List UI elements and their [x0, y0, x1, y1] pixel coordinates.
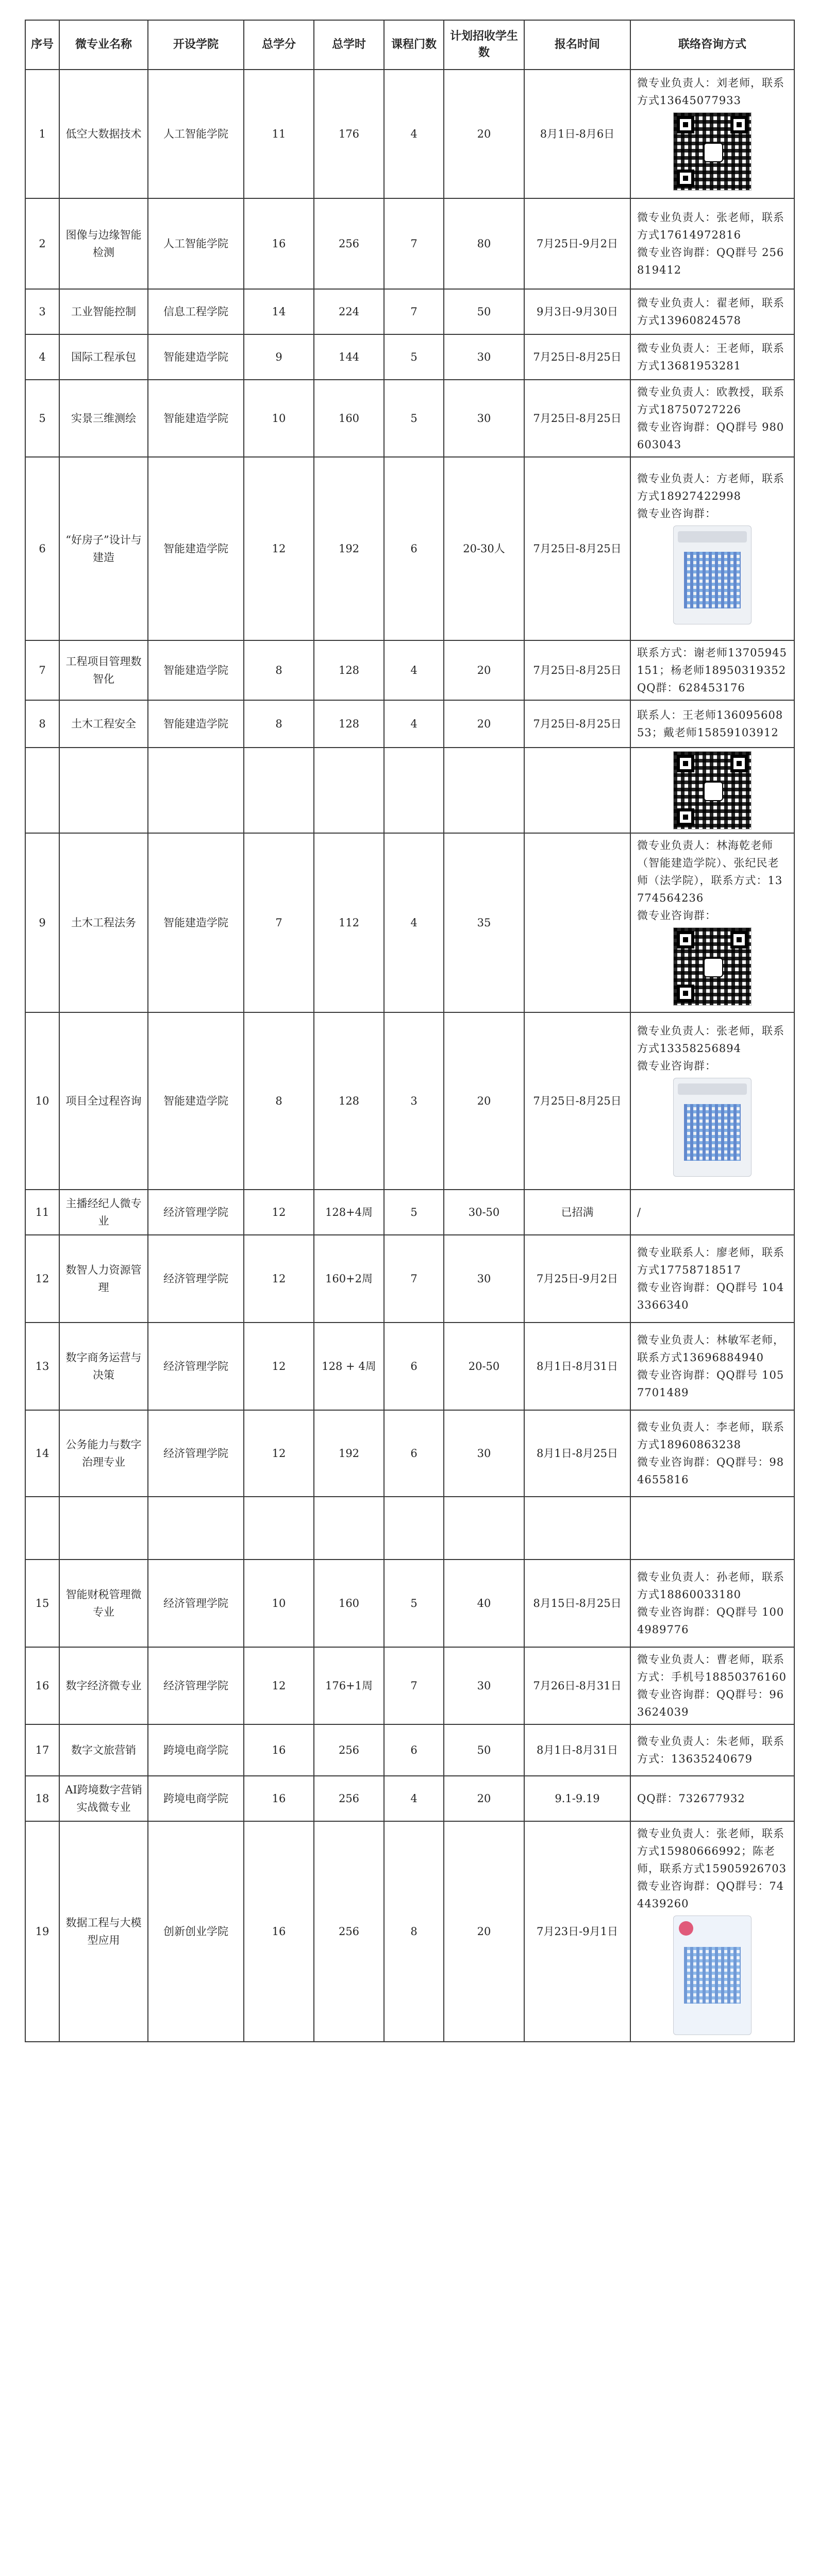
total-hours: 256 [314, 1821, 384, 2042]
table-row [25, 289, 794, 334]
total-credits: 12 [244, 1190, 314, 1235]
micro-major-name: 主播经纪人微专业 [59, 1190, 148, 1235]
college-name: 创新创业学院 [148, 1821, 244, 2042]
course-count: 5 [384, 1190, 444, 1235]
table-row [25, 1012, 794, 1190]
registration-time: 7月25日-8月25日 [524, 1012, 630, 1190]
enrollment-plan: 20 [444, 1012, 524, 1190]
college-name: 智能建造学院 [148, 833, 244, 1012]
header-plan: 计划招收学生数 [444, 20, 524, 70]
total-hours: 176+1周 [314, 1647, 384, 1724]
empty-cell [59, 1497, 148, 1560]
college-name: 人工智能学院 [148, 70, 244, 198]
enrollment-plan: 80 [444, 198, 524, 289]
row-number: 18 [25, 1776, 59, 1821]
contact-info [630, 1012, 794, 1190]
total-hours: 192 [314, 1410, 384, 1497]
contact-line: 微专业负责人：李老师，联系方式18960863238 [637, 1421, 784, 1451]
enrollment-plan: 30 [444, 334, 524, 380]
registration-time: 7月25日-9月2日 [524, 1235, 630, 1323]
college-name: 智能建造学院 [148, 700, 244, 748]
qr-wrap [631, 748, 794, 833]
contact-line: 微专业咨询群：QQ群号 256819412 [637, 246, 784, 276]
college-name: 经济管理学院 [148, 1190, 244, 1235]
row-number: 16 [25, 1647, 59, 1724]
total-credits: 16 [244, 1776, 314, 1821]
registration-time: 7月25日-8月25日 [524, 700, 630, 748]
registration-time: 8月15日-8月25日 [524, 1560, 630, 1647]
registration-time: 9月3日-9月30日 [524, 289, 630, 334]
enrollment-plan: 30 [444, 1235, 524, 1323]
qr-finder-mark [677, 116, 694, 133]
contact-line: 微专业咨询群： [637, 507, 716, 520]
table-row [25, 1410, 794, 1497]
contact-line: 微专业咨询群： [637, 909, 716, 922]
course-count: 4 [384, 70, 444, 198]
header-name: 微专业名称 [59, 20, 148, 70]
enrollment-plan: 20 [444, 1776, 524, 1821]
total-credits: 10 [244, 1560, 314, 1647]
qr-finder-mark [730, 931, 748, 948]
qr-finder-mark [730, 116, 748, 133]
row-number: 14 [25, 1410, 59, 1497]
micro-major-name: 工程项目管理数智化 [59, 640, 148, 700]
contact-line: 微专业负责人：曹老师，联系方式：手机号18850376160 [637, 1653, 787, 1683]
spacer-row [25, 1497, 794, 1560]
qr-wrap [637, 1912, 788, 2038]
college-name: 跨境电商学院 [148, 1724, 244, 1776]
qr-poster-avatar [679, 1921, 693, 1936]
table-row [25, 1647, 794, 1724]
contact-line: 微专业负责人：翟老师，联系方式13960824578 [637, 297, 784, 327]
contact-info [630, 70, 794, 198]
college-name: 经济管理学院 [148, 1560, 244, 1647]
contact-line: 微专业咨询群： [637, 1060, 716, 1072]
college-name: 智能建造学院 [148, 334, 244, 380]
total-credits: 12 [244, 1647, 314, 1724]
empty-cell [148, 1497, 244, 1560]
qr-card-icon [673, 526, 752, 624]
course-count: 7 [384, 1647, 444, 1724]
total-hours: 256 [314, 1724, 384, 1776]
course-count: 7 [384, 1235, 444, 1323]
total-hours: 128 + 4周 [314, 1323, 384, 1410]
empty-cell [384, 748, 444, 833]
micro-major-name: 数字经济微专业 [59, 1647, 148, 1724]
header-courses: 课程门数 [384, 20, 444, 70]
row-number: 7 [25, 640, 59, 700]
contact-line: 微专业负责人：方老师，联系方式18927422998 [637, 472, 784, 502]
empty-cell [148, 748, 244, 833]
qr-card-header [678, 1083, 747, 1095]
course-count: 5 [384, 334, 444, 380]
registration-time: 已招满 [524, 1190, 630, 1235]
row-number: 1 [25, 70, 59, 198]
micro-major-name: 土木工程安全 [59, 700, 148, 748]
contact-info [630, 1724, 794, 1776]
enrollment-plan: 30 [444, 1410, 524, 1497]
spacer-row [25, 748, 794, 833]
college-name: 经济管理学院 [148, 1323, 244, 1410]
contact-line: 微专业负责人：张老师，联系方式13358256894 [637, 1025, 784, 1055]
empty-cell [630, 1497, 794, 1560]
qr-finder-mark [677, 170, 694, 187]
table-row [25, 640, 794, 700]
header-row [25, 20, 794, 70]
registration-time: 7月25日-8月25日 [524, 640, 630, 700]
course-count: 7 [384, 289, 444, 334]
total-hours: 160 [314, 1560, 384, 1647]
table-row [25, 198, 794, 289]
registration-time: 8月1日-8月31日 [524, 1323, 630, 1410]
contact-info [630, 1647, 794, 1724]
qr-wrap [637, 109, 788, 194]
enrollment-plan: 20 [444, 70, 524, 198]
college-name: 智能建造学院 [148, 457, 244, 640]
qr-finder-mark [677, 755, 694, 772]
contact-info [630, 334, 794, 380]
row-number: 15 [25, 1560, 59, 1647]
micro-major-name: 数字文旅营销 [59, 1724, 148, 1776]
total-credits: 12 [244, 1323, 314, 1410]
enrollment-plan: 35 [444, 833, 524, 1012]
empty-cell [630, 748, 794, 833]
empty-cell [384, 1497, 444, 1560]
table-row [25, 1323, 794, 1410]
contact-line: 微专业咨询群：QQ群号：744439260 [637, 1880, 784, 1910]
table-row [25, 1776, 794, 1821]
qr-poster-icon [673, 1916, 752, 2035]
contact-line: 微专业负责人：朱老师，联系方式：13635240679 [637, 1735, 784, 1765]
enrollment-plan: 40 [444, 1560, 524, 1647]
contact-line: 微专业负责人：刘老师，联系方式13645077933 [637, 77, 784, 107]
header-college: 开设学院 [148, 20, 244, 70]
micro-major-name: 数智人力资源管理 [59, 1235, 148, 1323]
micro-major-name: 实景三维测绘 [59, 380, 148, 457]
qr-code-icon [673, 751, 752, 829]
qr-card-code [684, 1104, 741, 1161]
college-name: 经济管理学院 [148, 1410, 244, 1497]
row-number: 12 [25, 1235, 59, 1323]
total-credits: 16 [244, 1821, 314, 2042]
micro-major-name: 数字商务运营与决策 [59, 1323, 148, 1410]
contact-line: 微专业咨询群：QQ群号 1004989776 [637, 1606, 784, 1636]
contact-line: 微专业咨询群：QQ群号：984655816 [637, 1456, 784, 1486]
course-count: 5 [384, 1560, 444, 1647]
qr-wrap [637, 1075, 788, 1180]
total-credits: 11 [244, 70, 314, 198]
course-count: 4 [384, 1776, 444, 1821]
contact-line: 微专业咨询群：QQ群号 1043366340 [637, 1281, 784, 1311]
enrollment-plan: 20-50 [444, 1323, 524, 1410]
empty-cell [444, 1497, 524, 1560]
contact-info [630, 640, 794, 700]
row-number: 6 [25, 457, 59, 640]
registration-time: 8月1日-8月31日 [524, 1724, 630, 1776]
total-hours: 256 [314, 1776, 384, 1821]
contact-line: 联系方式：谢老师13705945151；杨老师18950319352 [637, 647, 787, 676]
contact-line: 微专业负责人：林海乾老师（智能建造学院）、张纪民老师（法学院），联系方式：13774564236 [637, 839, 783, 904]
qr-poster-code [684, 1947, 741, 2004]
row-number: 2 [25, 198, 59, 289]
qr-card-icon [673, 1078, 752, 1177]
total-hours: 160+2周 [314, 1235, 384, 1323]
total-hours: 176 [314, 70, 384, 198]
total-credits: 8 [244, 700, 314, 748]
table-row [25, 70, 794, 198]
micro-major-name: “好房子”设计与建造 [59, 457, 148, 640]
college-name: 跨境电商学院 [148, 1776, 244, 1821]
total-credits: 10 [244, 380, 314, 457]
qr-finder-mark [730, 755, 748, 772]
course-count: 4 [384, 700, 444, 748]
micro-major-name: 智能财税管理微专业 [59, 1560, 148, 1647]
contact-info [630, 1821, 794, 2042]
table-row [25, 334, 794, 380]
college-name: 智能建造学院 [148, 1012, 244, 1190]
total-credits: 12 [244, 1235, 314, 1323]
enrollment-plan: 20 [444, 1821, 524, 2042]
registration-time: 8月1日-8月25日 [524, 1410, 630, 1497]
micro-major-name: 土木工程法务 [59, 833, 148, 1012]
college-name: 人工智能学院 [148, 198, 244, 289]
enrollment-plan: 30-50 [444, 1190, 524, 1235]
empty-cell [314, 748, 384, 833]
contact-info [630, 457, 794, 640]
registration-time: 7月25日-8月25日 [524, 457, 630, 640]
total-hours: 224 [314, 289, 384, 334]
contact-info [630, 198, 794, 289]
header-time: 报名时间 [524, 20, 630, 70]
college-name: 经济管理学院 [148, 1235, 244, 1323]
contact-info [630, 1410, 794, 1497]
qr-logo-mark [704, 958, 723, 977]
qr-finder-mark [677, 985, 694, 1002]
contact-line: 微专业负责人：林敏军老师，联系方式13696884940 [637, 1334, 784, 1364]
micro-major-name: 项目全过程咨询 [59, 1012, 148, 1190]
contact-info [630, 289, 794, 334]
contact-line: QQ群：732677932 [637, 1792, 745, 1805]
contact-line: 微专业咨询群：QQ群号 1057701489 [637, 1369, 784, 1399]
course-count: 3 [384, 1012, 444, 1190]
registration-time: 8月1日-8月6日 [524, 70, 630, 198]
table-body [25, 70, 794, 2042]
enrollment-plan: 50 [444, 1724, 524, 1776]
registration-time: 7月25日-9月2日 [524, 198, 630, 289]
contact-info [630, 1235, 794, 1323]
contact-line: 微专业咨询群：QQ群号：963624039 [637, 1688, 784, 1718]
header-no: 序号 [25, 20, 59, 70]
micro-major-table [25, 20, 795, 2042]
empty-cell [25, 1497, 59, 1560]
qr-finder-mark [677, 931, 694, 948]
empty-cell [314, 1497, 384, 1560]
total-hours: 128 [314, 700, 384, 748]
row-number: 10 [25, 1012, 59, 1190]
qr-finder-mark [677, 808, 694, 826]
empty-cell [244, 1497, 314, 1560]
micro-major-name: 工业智能控制 [59, 289, 148, 334]
course-count: 6 [384, 457, 444, 640]
contact-info [630, 1776, 794, 1821]
contact-line: 微专业负责人：王老师，联系方式13681953281 [637, 342, 784, 372]
total-credits: 7 [244, 833, 314, 1012]
course-count: 6 [384, 1323, 444, 1410]
qr-code-icon [673, 112, 752, 191]
contact-line: QQ群：628453176 [637, 682, 745, 694]
college-name: 经济管理学院 [148, 1647, 244, 1724]
total-credits: 16 [244, 198, 314, 289]
contact-info [630, 700, 794, 748]
header-contact: 联络咨询方式 [630, 20, 794, 70]
college-name: 智能建造学院 [148, 380, 244, 457]
micro-major-name: 图像与边缘智能检测 [59, 198, 148, 289]
contact-info [630, 833, 794, 1012]
qr-card-header [678, 531, 747, 543]
empty-cell [524, 1497, 630, 1560]
course-count: 4 [384, 640, 444, 700]
registration-time: 7月26日-8月31日 [524, 1647, 630, 1724]
registration-time: 7月25日-8月25日 [524, 334, 630, 380]
row-number: 17 [25, 1724, 59, 1776]
table-row [25, 833, 794, 1012]
table-row [25, 457, 794, 640]
enrollment-plan: 30 [444, 1647, 524, 1724]
contact-info [630, 1560, 794, 1647]
table-row [25, 1560, 794, 1647]
enrollment-plan: 50 [444, 289, 524, 334]
course-count: 6 [384, 1410, 444, 1497]
contact-line: 微专业联系人：廖老师，联系方式17758718517 [637, 1246, 784, 1276]
total-hours: 256 [314, 198, 384, 289]
table-row [25, 1235, 794, 1323]
total-credits: 14 [244, 289, 314, 334]
contact-line: 微专业负责人：张老师，联系方式17614972816 [637, 211, 784, 241]
contact-line: 微专业咨询群：QQ群号 980603043 [637, 421, 784, 451]
total-credits: 16 [244, 1724, 314, 1776]
registration-time: 7月23日-9月1日 [524, 1821, 630, 2042]
enrollment-plan: 20 [444, 700, 524, 748]
header-credits: 总学分 [244, 20, 314, 70]
table-row [25, 1190, 794, 1235]
total-credits: 12 [244, 457, 314, 640]
qr-logo-mark [704, 782, 723, 801]
row-number: 8 [25, 700, 59, 748]
enrollment-plan: 30 [444, 380, 524, 457]
contact-line: 联系人：王老师13609560853；戴老师15859103912 [637, 709, 783, 739]
qr-card-code [684, 552, 741, 608]
row-number: 11 [25, 1190, 59, 1235]
qr-wrap [637, 522, 788, 628]
total-credits: 12 [244, 1410, 314, 1497]
total-credits: 8 [244, 640, 314, 700]
contact-line: 微专业负责人：欧教授，联系方式18750727226 [637, 386, 784, 416]
course-count: 4 [384, 833, 444, 1012]
empty-cell [524, 748, 630, 833]
course-count: 6 [384, 1724, 444, 1776]
table-row [25, 1724, 794, 1776]
empty-cell [59, 748, 148, 833]
total-credits: 8 [244, 1012, 314, 1190]
total-hours: 160 [314, 380, 384, 457]
contact-info [630, 1323, 794, 1410]
table-row [25, 700, 794, 748]
row-number: 5 [25, 380, 59, 457]
college-name: 信息工程学院 [148, 289, 244, 334]
table-row [25, 1821, 794, 2042]
qr-logo-mark [704, 143, 723, 162]
total-hours: 128 [314, 1012, 384, 1190]
empty-cell [244, 748, 314, 833]
contact-line: 微专业负责人：张老师，联系方式15980666992；陈老师，联系方式15905926703 [637, 1827, 787, 1875]
micro-major-name: 国际工程承包 [59, 334, 148, 380]
college-name: 智能建造学院 [148, 640, 244, 700]
contact-info [630, 1190, 794, 1235]
course-count: 8 [384, 1821, 444, 2042]
row-number: 4 [25, 334, 59, 380]
contact-info [630, 380, 794, 457]
table-row [25, 380, 794, 457]
total-hours: 112 [314, 833, 384, 1012]
registration-time [524, 833, 630, 1012]
empty-cell [25, 748, 59, 833]
registration-time: 9.1-9.19 [524, 1776, 630, 1821]
micro-major-name: 数据工程与大模型应用 [59, 1821, 148, 2042]
total-credits: 9 [244, 334, 314, 380]
total-hours: 128 [314, 640, 384, 700]
qr-code-icon [673, 927, 752, 1006]
row-number: 9 [25, 833, 59, 1012]
qr-wrap [637, 924, 788, 1009]
total-hours: 128+4周 [314, 1190, 384, 1235]
course-count: 7 [384, 198, 444, 289]
contact-line: 微专业负责人：孙老师，联系方式18860033180 [637, 1571, 784, 1601]
header-hours: 总学时 [314, 20, 384, 70]
course-count: 5 [384, 380, 444, 457]
empty-cell [444, 748, 524, 833]
enrollment-plan: 20-30人 [444, 457, 524, 640]
row-number: 3 [25, 289, 59, 334]
enrollment-plan: 20 [444, 640, 524, 700]
row-number: 13 [25, 1323, 59, 1410]
registration-time: 7月25日-8月25日 [524, 380, 630, 457]
contact-line: / [637, 1206, 642, 1218]
total-hours: 144 [314, 334, 384, 380]
micro-major-name: 低空大数据技术 [59, 70, 148, 198]
micro-major-name: AI跨境数字营销实战微专业 [59, 1776, 148, 1821]
micro-major-name: 公务能力与数字治理专业 [59, 1410, 148, 1497]
total-hours: 192 [314, 457, 384, 640]
row-number: 19 [25, 1821, 59, 2042]
